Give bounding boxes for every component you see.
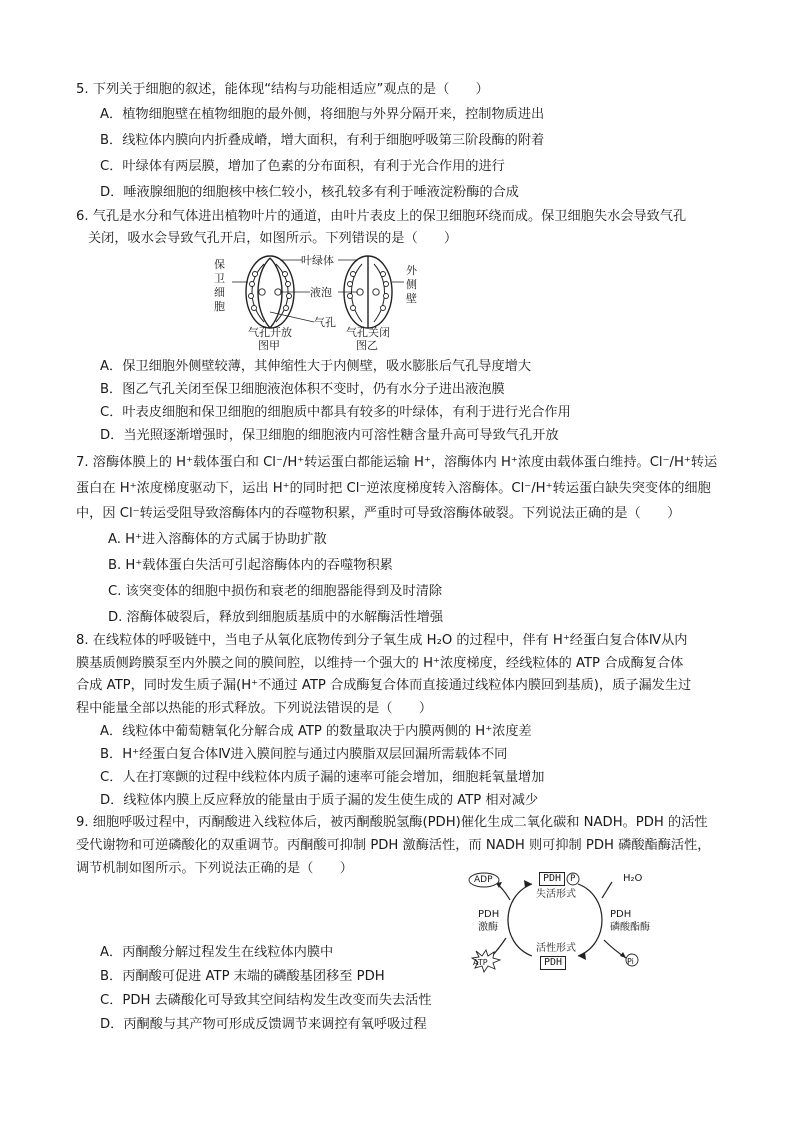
guard-cell-char-2: 卫: [214, 272, 225, 285]
q8-stem-line1: 8. 在线粒体的呼吸链中，当电子从氧化底物传到分子氧生成 H₂O 的过程中，伴有 H⁺经蛋白复合体Ⅳ从内: [76, 633, 688, 648]
chloroplast-label: 叶绿体: [301, 254, 334, 267]
vacuole-label: 液泡: [310, 286, 332, 299]
q5-stem: 5. 下列关于细胞的叙述，能体现“结构与功能相适应”观点的是（ ）: [76, 82, 489, 97]
figure-caption-a: 图甲: [258, 339, 280, 352]
guard-cell-char-4: 胞: [214, 300, 225, 313]
active-form-label: 活性形式: [536, 943, 576, 954]
figure-caption-b: 图乙: [356, 339, 378, 352]
q7-option-c: C. 该突变体的细胞中损伤和衰老的细胞器能得到及时清除: [108, 584, 443, 599]
q6-option-a: A．保卫细胞外侧壁较薄，其伸缩性大于内侧壁，吸水膨胀后气孔导度增大: [100, 359, 532, 374]
guard-cell-char-1: 保: [214, 258, 225, 271]
stoma-label: 气孔: [314, 316, 336, 329]
water-label: H₂O: [623, 873, 643, 884]
q7-stem-line1: 7. 溶酶体膜上的 H⁺载体蛋白和 Cl⁻/H⁺转运蛋白都能运输 H⁺，溶酶体内 H⁺浓度由载体蛋白维持。Cl⁻/H⁺转运: [76, 455, 718, 470]
stoma-closed-label: 气孔关闭: [346, 326, 390, 339]
q6-stem-line1: 6. 气孔是水分和气体进出植物叶片的通道，由叶片表皮上的保卫细胞环绕而成。保卫细胞失水会导致气孔: [76, 209, 687, 224]
q9-option-b: B．丙酮酸可促进 ATP 末端的磷酸基团移至 PDH: [100, 969, 385, 984]
q8-option-c: C．人在打寒颤的过程中线粒体内质子漏的速率可能会增加，细胞耗氧量增加: [100, 770, 545, 785]
q6-option-d: D．当光照逐渐增强时，保卫细胞的细胞液内可溶性糖含量升高可导致气孔开放: [100, 428, 559, 443]
q6-option-c: C．叶表皮细胞和保卫细胞的细胞质中都具有较多的叶绿体，有利于进行光合作用: [100, 405, 571, 420]
q7-option-d: D. 溶酶体破裂后，释放到细胞质基质中的水解酶活性增强: [108, 610, 444, 625]
q5-option-a: A．植物细胞壁在植物细胞的最外侧，将细胞与外界分隔开来，控制物质进出: [100, 107, 545, 122]
inactive-form-label: 失活形式: [536, 889, 576, 900]
q9-option-c: C．PDH 去磷酸化可导致其空间结构发生改变而失去活性: [100, 993, 432, 1008]
q6-option-b: B．图乙气孔关闭至保卫细胞液泡体积不变时，仍有水分子进出液泡膜: [100, 382, 505, 397]
q5-option-d: D．唾液腺细胞的细胞核中核仁较小，核孔较多有利于唾液淀粉酶的合成: [100, 185, 519, 200]
q7-stem-line2: 蛋白在 H⁺浓度梯度驱动下，运出 H⁺的同时把 Cl⁻逆浓度梯度转入溶酶体。Cl⁻/H⁺转运蛋白缺失突变体的细胞: [76, 481, 711, 496]
pdh-inactive-box: PDH: [539, 872, 565, 886]
q8-option-d: D．线粒体内膜上反应释放的能量由于质子漏的发生使生成的 ATP 相对减少: [100, 793, 539, 808]
q8-option-a: A．线粒体中葡萄糖氧化分解合成 ATP 的数量取决于内膜两侧的 H⁺浓度差: [100, 724, 532, 739]
phosphate-label: P: [570, 874, 576, 884]
q8-stem-line3: 合成 ATP，同时发生质子漏(H⁺不通过 ATP 合成酶复合体而直接通过线粒体内膜回到基质)，质子漏发生过: [76, 678, 692, 693]
q9-stem-line3: 调节机制如图所示。下列说法正确的是（ ）: [76, 861, 353, 876]
q9-stem-line2: 受代谢物和可逆磷酸化的双重调节。丙酮酸可抑制 PDH 激酶活性，而 NADH 则可抑制 PDH 磷酸酯酶活性，: [76, 838, 711, 853]
kinase-label-line1: PDH: [478, 909, 500, 920]
stomata-figure: [210, 252, 420, 352]
q5-option-c: C．叶绿体有两层膜，增加了色素的分布面积，有利于光合作用的进行: [100, 159, 505, 174]
outer-wall-char-3: 壁: [406, 292, 417, 305]
outer-wall-char-1: 外: [406, 264, 417, 277]
stoma-open-label: 气孔开放: [248, 326, 292, 339]
outer-wall-label: [406, 264, 418, 306]
atp-label: ATP: [473, 958, 488, 967]
phosphatase-label-line2: 磷酸酯酶: [610, 922, 650, 933]
q7-option-a: A. H⁺进入溶酶体的方式属于协助扩散: [108, 532, 327, 547]
phosphatase-label-line1: PDH: [610, 909, 632, 920]
kinase-label-line2: 激酶: [478, 922, 498, 933]
adp-label: ADP: [474, 875, 493, 885]
q8-option-b: B．H⁺经蛋白复合体Ⅳ进入膜间腔与通过内膜脂双层回漏所需载体不同: [100, 747, 508, 762]
pdh-cycle-figure: [460, 870, 650, 975]
q7-stem-line3: 中，因 Cl⁻转运受阻导致溶酶体内的吞噬物积累，严重时可导致溶酶体破裂。下列说法正确的是（ ）: [76, 506, 681, 521]
q9-option-d: D．丙酮酸与其产物可形成反馈调节来调控有氧呼吸过程: [100, 1017, 427, 1032]
outer-wall-char-2: 侧: [406, 278, 417, 291]
q9-option-a: A．丙酮酸分解过程发生在线粒体内膜中: [100, 945, 334, 960]
pi-label: Pi: [627, 957, 634, 966]
q6-stem-line2: 关闭，吸水会导致气孔开启，如图所示。下列错误的是（ ）: [88, 231, 458, 246]
guard-cell-char-3: 细: [214, 286, 225, 299]
pdh-active-box: PDH: [540, 956, 566, 970]
q7-option-b: B. H⁺载体蛋白失活可引起溶酶体内的吞噬物积累: [108, 558, 393, 573]
q5-option-b: B．线粒体内膜向内折叠成嵴，增大面积，有利于细胞呼吸第三阶段酶的附着: [100, 133, 545, 148]
q8-stem-line2: 膜基质侧跨膜泵至内外膜之间的膜间腔，以维持一个强大的 H⁺浓度梯度，经线粒体的 ATP 合成酶复合体: [76, 656, 684, 671]
q9-stem-line1: 9. 细胞呼吸过程中，丙酮酸进入线粒体后，被丙酮酸脱氢酶(PDH)催化生成二氧化碳和 NADH。PDH 的活性: [76, 815, 708, 830]
guard-cell-label: [214, 258, 226, 314]
q8-stem-line4: 程中能量全部以热能的形式释放。下列说法错误的是（ ）: [76, 701, 433, 716]
